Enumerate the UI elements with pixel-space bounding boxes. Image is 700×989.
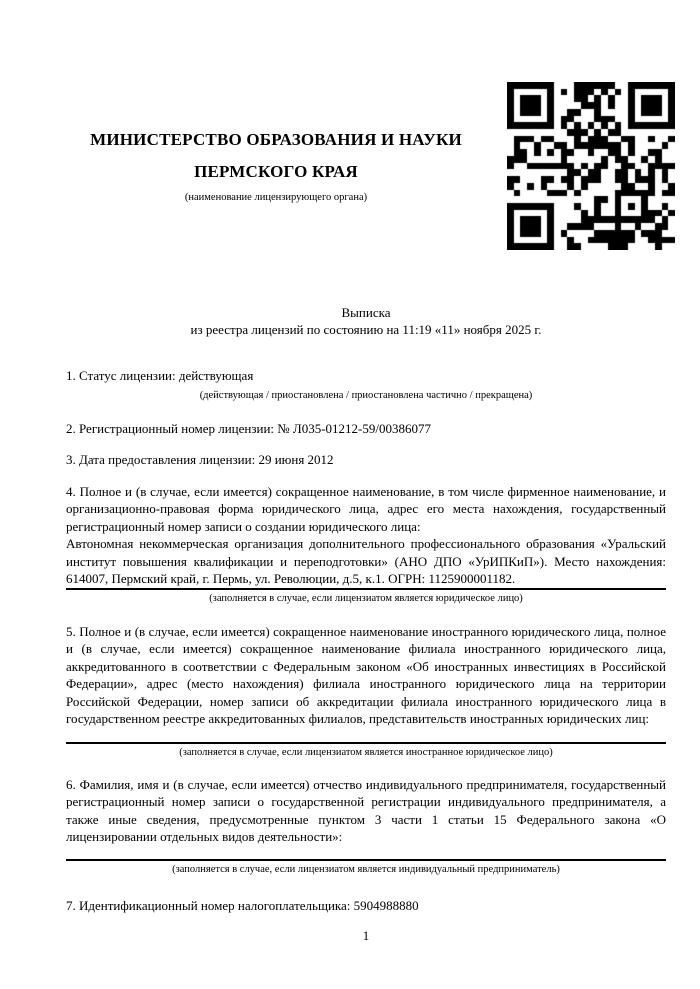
ministry-name-line1: МИНИСТЕРСТВО ОБРАЗОВАНИЯ И НАУКИ	[90, 130, 462, 149]
grant-date-item: 3. Дата предоставления лицензии: 29 июня 2012	[66, 452, 334, 467]
legal-entity-separator-line	[66, 588, 666, 590]
legal-entity-label: 4. Полное и (в случае, если имеется) сокращенное наименование, в том числе фирменное наименование, и организационно-правовая форма юридического лица, адрес его места нахождения, государственный регистрационный номер записи о создании юридического лица:	[66, 483, 666, 534]
license-status-options-caption: (действующая / приостановлена / приостановлена частично / прекращена)	[199, 389, 533, 401]
legal-entity-section	[66, 483, 666, 605]
document-subtitle: из реестра лицензий по состоянию на 11:19 «11» ноября 2025 г.	[190, 321, 542, 337]
registration-number-item: 2. Регистрационный номер лицензии: № Л035-01212-59/00386077	[66, 420, 432, 436]
taxpayer-number-item: 7. Идентификационный номер налогоплательщика: 5904988880	[66, 897, 419, 913]
legal-entity-caption: (заполняется в случае, если лицензиатом является юридическое лицо)	[209, 592, 523, 604]
entrepreneur-section	[66, 776, 666, 876]
document-title-block	[66, 305, 666, 338]
foreign-entity-caption: (заполняется в случае, если лицензиатом является иностранное юридическое лицо)	[179, 746, 553, 758]
foreign-entity-separator-line	[66, 742, 666, 744]
ministry-name-line2: ПЕРМСКОГО КРАЯ	[194, 162, 358, 181]
license-status-item: 1. Статус лицензии: действующая	[66, 368, 254, 383]
foreign-entity-section	[66, 623, 666, 759]
entrepreneur-caption: (заполняется в случае, если лицензиатом является индивидуальный предприниматель)	[172, 863, 560, 875]
legal-entity-value: Автономная некоммерческая организация дополнительного профессионального образования «Уральский институт повышения квалификации и переподготовки» (АНО ДПО «УрИПКиП»). Место нахождения: 614007, Пермский край, г. Пермь, ул. Революции, д.5, к.1. ОГРН: 1125900001182.	[66, 536, 666, 586]
entrepreneur-separator-line	[66, 859, 666, 861]
foreign-entity-label: 5. Полное и (в случае, если имеется) сокращенное наименование иностранного юридического лица, полное и (в случае, если имеется) сокращенное наименование филиала иностранного юридического лица, аккредитованного в соответствии с Федеральным законом «Об иностранных инвестициях в Российской Федерации», адрес (место нахождения) филиала иностранного юридического лица на территории Российской Федерации, номер записи об аккредитации филиала иностранного юридического лица в государственном реестре аккредитованных филиалов, представительств иностранных юридических лиц:	[66, 623, 666, 726]
document-title: Выписка	[341, 305, 391, 320]
ministry-name-caption: (наименование лицензирующего органа)	[184, 192, 368, 203]
entrepreneur-label: 6. Фамилия, имя и (в случае, если имеется) отчество индивидуального предпринимателя, государственный регистрационный номер записи о государственной регистрации индивидуального предпринимателя, а также иные сведения, предусмотренные пунктом 3 части 1 статьи 15 Федерального закона «О лицензировании отдельных видов деятельности»:	[66, 776, 666, 844]
document-body	[66, 0, 666, 945]
page-number: 1	[362, 928, 370, 943]
